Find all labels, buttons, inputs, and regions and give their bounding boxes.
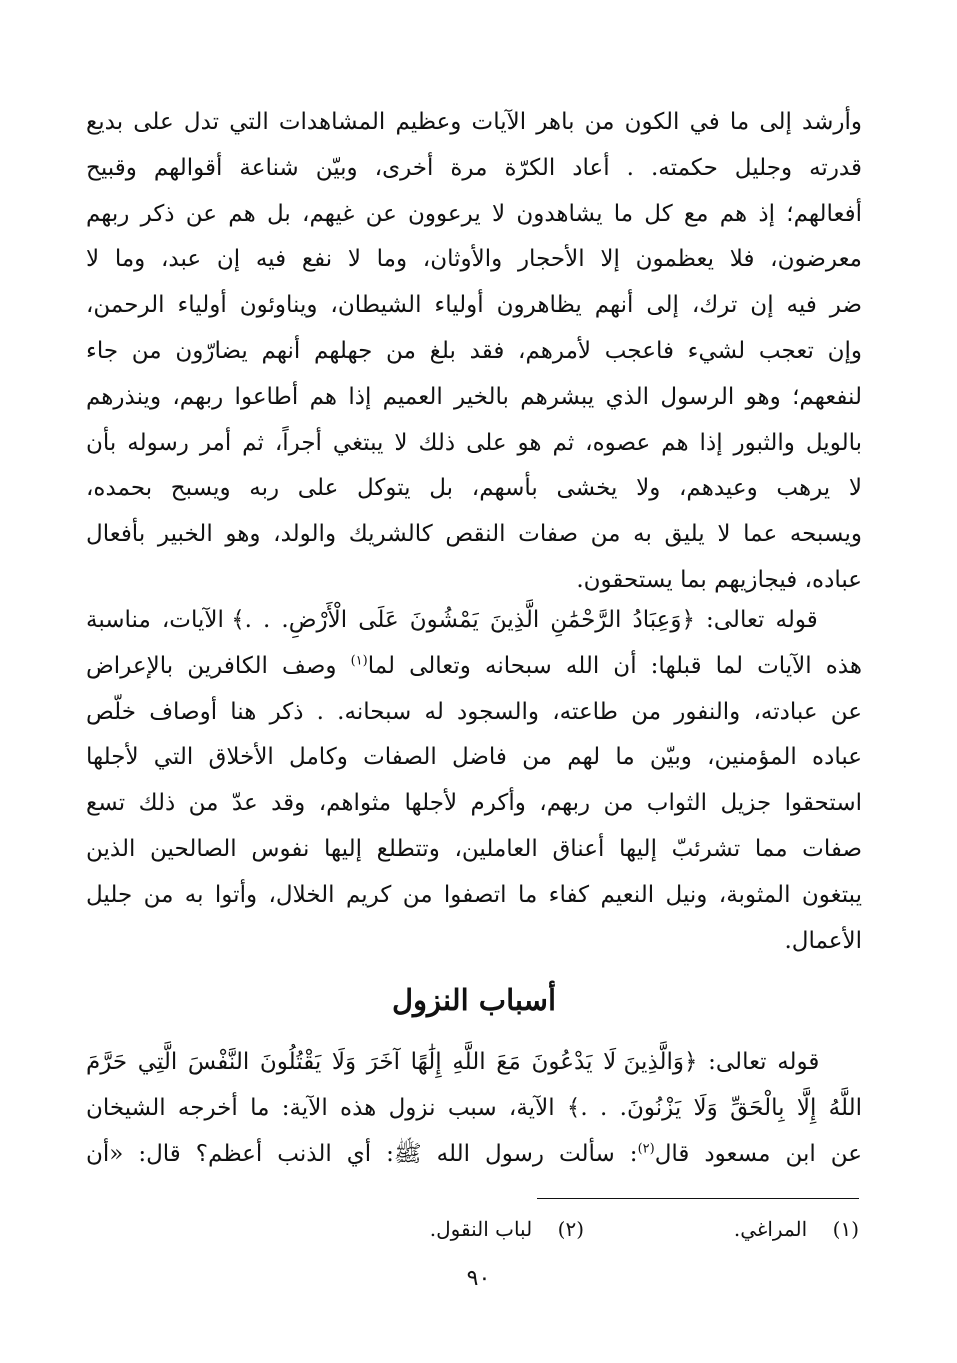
paragraph-line: عباده المؤمنين، وبيّن ما لهم من فاضل الصفات وكامل الأخلاق التي لأجلها <box>86 744 862 771</box>
footnote-marker: (١) <box>832 1217 859 1241</box>
quran-verse: اللَّهُ إِلَّا بِالْحَقِّ وَلَا يَزْنُونَ. . .﴾ <box>566 1094 862 1121</box>
paragraph-line: يبتغون المثوبة، ونيل النعيم كفاء ما اتصفوا من كريم الخلال، وأتوا به من جليل <box>86 881 862 908</box>
paragraph-line: أفعالهم؛ إذ هم مع كل ما يشاهدون لا يرعوون عن غيهم، بل هم عن ذكر ربهم <box>86 200 862 227</box>
footnote-ref[interactable]: (١) <box>350 653 368 669</box>
paragraph-line <box>86 1086 862 1132</box>
paragraph-1 <box>86 100 862 604</box>
footnotes <box>299 1213 859 1245</box>
paragraph-line: لنفعهم؛ وهو الرسول الذي يبشرهم بالخير العميم إذا هم أطاعوا ربهم، وينذرهم <box>86 383 862 410</box>
text-segment: عن ابن مسعود قال <box>654 1140 862 1167</box>
paragraph-line <box>86 644 862 690</box>
paragraph-3 <box>86 1040 862 1177</box>
paragraph-line: بالويل والثبور إذا هم عصوه، ثم هو على ذلك لا يبتغي أجراً، ثم أمر رسوله بأن <box>86 429 862 456</box>
footnote-item <box>299 1213 584 1245</box>
footnote-ref[interactable]: (٢) <box>637 1140 655 1156</box>
paragraph-line: قدرته وجليل حكمته. . أعاد الكرّة مرة أخرى، وبيّن شناعة أقوالهم وقبيح <box>86 154 862 181</box>
footnote-divider <box>537 1198 859 1199</box>
footnote-text: لباب النقول. <box>429 1217 533 1241</box>
verse-suffix: الآيات، مناسبة <box>86 607 232 633</box>
paragraph-line: صفات مما تشرئبّ إليها أعناق العاملين، وتتطلع إليها نفوس الصالحين الذين <box>86 835 862 862</box>
paragraph-line: لا يرهب وعيدهم، ولا يخشى بأسهم، بل يتوكل على ربه ويسبح بحمده، <box>86 475 862 502</box>
paragraph-line: وأرشد إلى ما في الكون من باهر الآيات وعظيم المشاهدات التي تدل على بديع <box>86 109 862 135</box>
paragraph-line: الأعمال. <box>784 927 862 954</box>
text-segment: وصف الكافرين بالإعراض <box>86 652 351 679</box>
text-segment: هذه الآيات لما قبلها: أن الله سبحانه وتعالى لما <box>367 652 862 679</box>
footnote-item <box>584 1213 859 1245</box>
quran-verse: ﴿وَعِبَادُ الرَّحْمَٰنِ الَّذِينَ يَمْشُونَ عَلَى الْأَرْضِ. . .﴾ <box>231 607 695 633</box>
verse-intro: قوله تعالى: <box>697 1049 820 1075</box>
paragraph-line <box>86 1132 862 1178</box>
page-number: ٩٠ <box>466 1266 491 1291</box>
text-segment: : سألت رسول الله ﷺ: أي الذنب أعظم؟ قال: «أن <box>86 1140 638 1167</box>
section-heading: أسباب النزول <box>391 983 557 1017</box>
paragraph-line: ​ قوله تعالى: ﴿وَعِبَادُ الرَّحْمَٰنِ الَّذِينَ يَمْشُونَ عَلَى الْأَرْضِ. . .﴾ الآيات، مناسبة <box>86 607 862 633</box>
paragraph-line: ضر فيه إن ترك، إلى أنهم يظاهرون أولياء الشيطان، ويناوئون أولياء الرحمن، <box>86 292 862 319</box>
footnote-marker: (٢) <box>557 1217 584 1241</box>
paragraph-line: عباده، فيجازيهم بما يستحقون. <box>576 566 862 593</box>
paragraph-line: وإن تعجب لشيء فاعجب لأمرهم، فقد بلغ من جهلهم أنهم يضارّون من جاء <box>86 337 862 364</box>
footnote-text: المراغي. <box>733 1217 808 1241</box>
quran-verse: ﴿وَالَّذِينَ لَا يَدْعُونَ مَعَ اللَّهِ إِلَٰهًا آخَرَ وَلَا يَقْتُلُونَ النَّفْسَ الَّتِي حَرَّمَ <box>86 1049 698 1075</box>
paragraph-line: عن عبادته، والنفور من طاعته، والسجود له سبحانه. . ذكر هنا أوصاف خلّص <box>86 698 862 725</box>
paragraph-line: استحقوا جزيل الثواب من ربهم، وأكرم لأجلها مثواهم، وقد عدّ من ذلك تسع <box>86 790 862 817</box>
paragraph-line: ويسبحه عما لا يليق به من صفات النقص كالشريك والولد، وهو الخبير بأفعال <box>86 521 862 548</box>
text-segment: الآية، سبب نزول هذه الآية: ما أخرجه الشيخان <box>86 1094 567 1121</box>
paragraph-line: معرضون، فلا يعظمون إلا الأحجار والأوثان، وما لا نفع فيه إن عبد، وما لا <box>86 246 862 273</box>
paragraph-line: ​ قوله تعالى: ﴿وَالَّذِينَ لَا يَدْعُونَ مَعَ اللَّهِ إِلَٰهًا آخَرَ وَلَا يَقْتُلُونَ النَّفْسَ الَّتِي حَرَّمَ <box>86 1049 862 1075</box>
verse-intro: قوله تعالى: <box>694 607 818 633</box>
paragraph-2 <box>86 598 862 964</box>
